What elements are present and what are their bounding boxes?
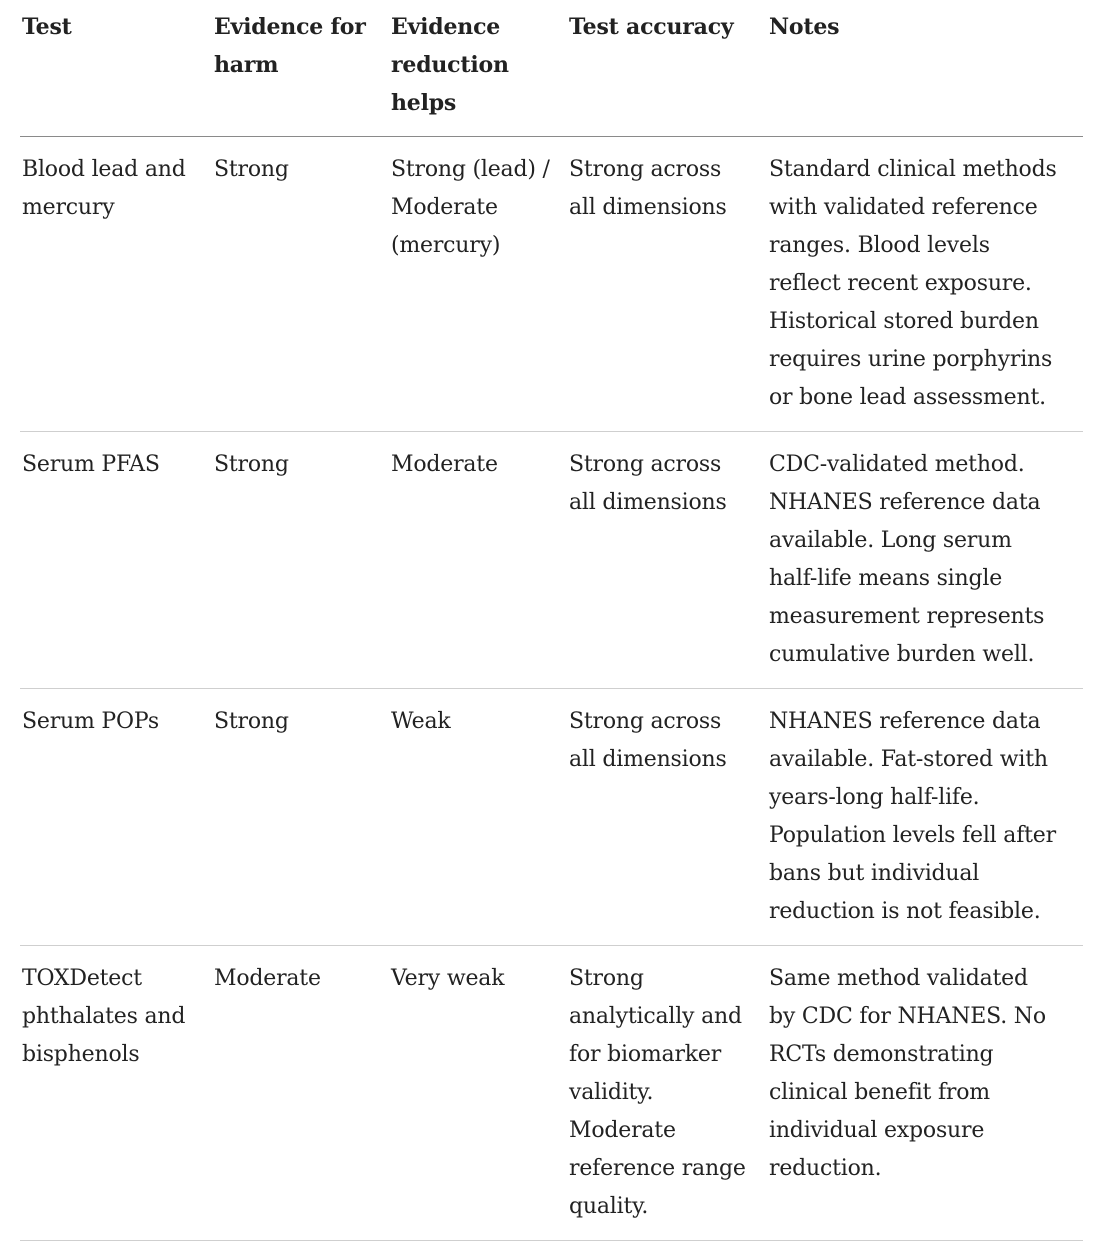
cell-reduction: Weak (389, 689, 567, 946)
cell-harm: Strong (212, 432, 389, 689)
cell-test: TOXDetect phthalates and bisphenols (20, 946, 212, 1241)
table-row (20, 946, 1083, 1241)
cell-accuracy: Strong analytically and for biomarker validity. Moderate reference range quality. (567, 946, 767, 1241)
cell-test: Serum PFAS (20, 432, 212, 689)
cell-accuracy: Strong across all dimensions (567, 137, 767, 432)
header-test: Test (20, 0, 212, 137)
table-row (20, 137, 1083, 432)
header-evidence-reduction-helps: Evidence reduction helps (389, 0, 567, 137)
cell-notes: Same method validated by CDC for NHANES. No RCTs demonstrating clinical benefit from individual exposure reduction. (767, 946, 1083, 1241)
header-row (20, 0, 1083, 137)
cell-test: Serum POPs (20, 689, 212, 946)
table-body (20, 137, 1083, 1241)
cell-harm: Moderate (212, 946, 389, 1241)
cell-harm: Strong (212, 689, 389, 946)
cell-notes: CDC-validated method. NHANES reference data available. Long serum half-life means single measurement represents cumulative burden well. (767, 432, 1083, 689)
table-row (20, 689, 1083, 946)
cell-reduction: Moderate (389, 432, 567, 689)
cell-test: Blood lead and mercury (20, 137, 212, 432)
cell-reduction: Strong (lead) / Moderate (mercury) (389, 137, 567, 432)
cell-reduction: Very weak (389, 946, 567, 1241)
table-header (20, 0, 1083, 137)
cell-accuracy: Strong across all dimensions (567, 689, 767, 946)
evidence-table (20, 0, 1083, 1241)
table-row (20, 432, 1083, 689)
header-test-accuracy: Test accuracy (567, 0, 767, 137)
cell-notes: Standard clinical methods with validated reference ranges. Blood levels reflect recent exposure. Historical stored burden requires urine porphyrins or bone lead assessment. (767, 137, 1083, 432)
cell-harm: Strong (212, 137, 389, 432)
cell-accuracy: Strong across all dimensions (567, 432, 767, 689)
cell-notes: NHANES reference data available. Fat-stored with years-long half-life. Population levels fell after bans but individual reduction is not feasible. (767, 689, 1083, 946)
header-notes: Notes (767, 0, 1083, 137)
header-evidence-for-harm: Evidence for harm (212, 0, 389, 137)
